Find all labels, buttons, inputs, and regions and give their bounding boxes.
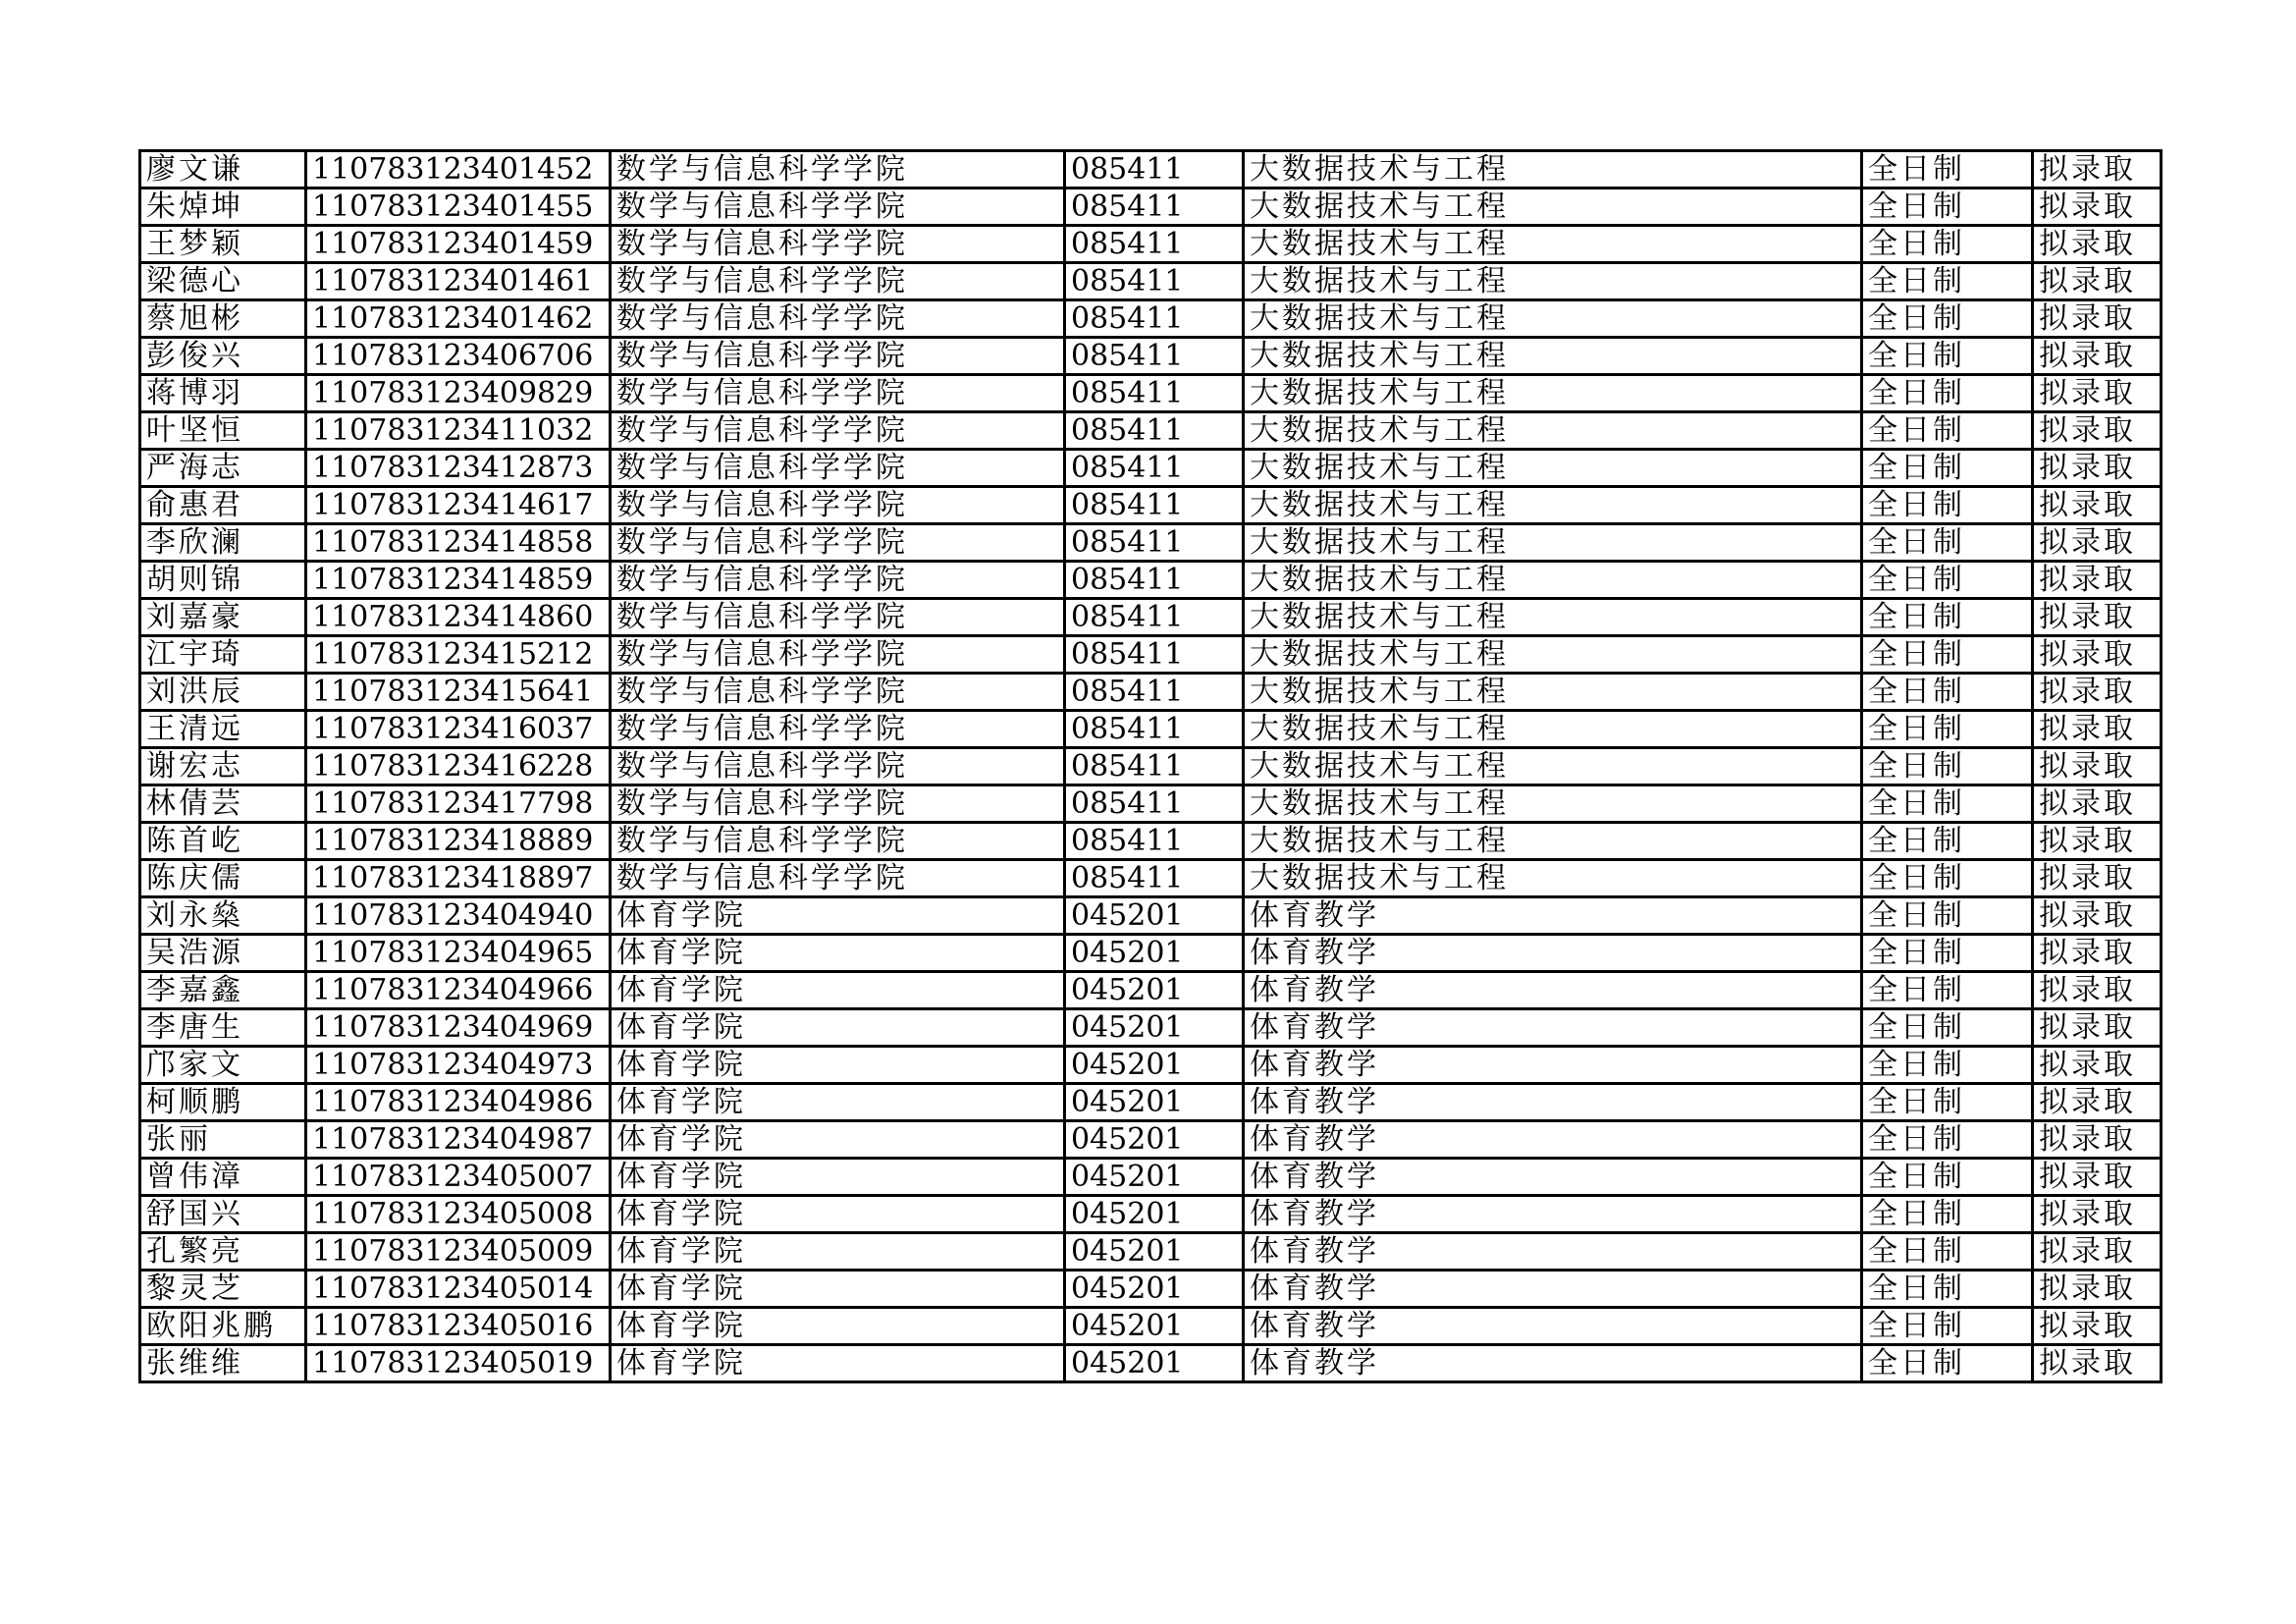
major-name-cell: 大数据技术与工程 xyxy=(1244,189,1862,226)
admission-status-cell: 拟录取 xyxy=(2033,1271,2162,1308)
college-cell: 体育学院 xyxy=(611,1009,1065,1047)
study-mode-cell: 全日制 xyxy=(1862,674,2033,711)
study-mode-cell: 全日制 xyxy=(1862,636,2033,674)
college-cell: 数学与信息科学学院 xyxy=(611,151,1065,189)
student-name-cell: 梁德心 xyxy=(140,263,306,300)
major-code-cell: 045201 xyxy=(1065,1233,1244,1271)
study-mode-cell: 全日制 xyxy=(1862,897,2033,935)
student-name-cell: 曾伟漳 xyxy=(140,1159,306,1196)
admission-status-cell: 拟录取 xyxy=(2033,935,2162,972)
student-name-cell: 朱焯坤 xyxy=(140,189,306,226)
admission-status-cell: 拟录取 xyxy=(2033,338,2162,375)
study-mode-cell: 全日制 xyxy=(1862,189,2033,226)
college-cell: 数学与信息科学学院 xyxy=(611,562,1065,599)
major-name-cell: 体育教学 xyxy=(1244,897,1862,935)
candidate-number-cell: 110783123415212 xyxy=(306,636,611,674)
major-name-cell: 体育教学 xyxy=(1244,972,1862,1009)
table-row xyxy=(140,524,2162,562)
table-row xyxy=(140,450,2162,487)
major-code-cell: 085411 xyxy=(1065,636,1244,674)
major-code-cell: 085411 xyxy=(1065,860,1244,897)
candidate-number-cell: 110783123406706 xyxy=(306,338,611,375)
student-name-cell: 俞惠君 xyxy=(140,487,306,524)
major-name-cell: 大数据技术与工程 xyxy=(1244,748,1862,785)
candidate-number-cell: 110783123404965 xyxy=(306,935,611,972)
major-code-cell: 085411 xyxy=(1065,375,1244,412)
study-mode-cell: 全日制 xyxy=(1862,562,2033,599)
admission-status-cell: 拟录取 xyxy=(2033,226,2162,263)
study-mode-cell: 全日制 xyxy=(1862,599,2033,636)
college-cell: 数学与信息科学学院 xyxy=(611,263,1065,300)
student-name-cell: 黎灵芝 xyxy=(140,1271,306,1308)
admission-status-cell: 拟录取 xyxy=(2033,1233,2162,1271)
admission-status-cell: 拟录取 xyxy=(2033,897,2162,935)
college-cell: 体育学院 xyxy=(611,1047,1065,1084)
admission-status-cell: 拟录取 xyxy=(2033,300,2162,338)
table-row xyxy=(140,300,2162,338)
admission-status-cell: 拟录取 xyxy=(2033,562,2162,599)
table-row xyxy=(140,1047,2162,1084)
student-name-cell: 江宇琦 xyxy=(140,636,306,674)
study-mode-cell: 全日制 xyxy=(1862,860,2033,897)
student-name-cell: 胡则锦 xyxy=(140,562,306,599)
college-cell: 数学与信息科学学院 xyxy=(611,636,1065,674)
table-row xyxy=(140,785,2162,823)
table-row xyxy=(140,1345,2162,1382)
admission-status-cell: 拟录取 xyxy=(2033,1009,2162,1047)
admission-status-cell: 拟录取 xyxy=(2033,860,2162,897)
study-mode-cell: 全日制 xyxy=(1862,785,2033,823)
table-row xyxy=(140,636,2162,674)
student-name-cell: 柯顺鹏 xyxy=(140,1084,306,1121)
major-code-cell: 045201 xyxy=(1065,1047,1244,1084)
major-code-cell: 045201 xyxy=(1065,935,1244,972)
major-name-cell: 大数据技术与工程 xyxy=(1244,450,1862,487)
student-name-cell: 陈庆儒 xyxy=(140,860,306,897)
candidate-number-cell: 110783123401455 xyxy=(306,189,611,226)
major-name-cell: 体育教学 xyxy=(1244,1084,1862,1121)
college-cell: 体育学院 xyxy=(611,1196,1065,1233)
study-mode-cell: 全日制 xyxy=(1862,748,2033,785)
table-row xyxy=(140,711,2162,748)
college-cell: 数学与信息科学学院 xyxy=(611,748,1065,785)
major-code-cell: 085411 xyxy=(1065,823,1244,860)
candidate-number-cell: 110783123405014 xyxy=(306,1271,611,1308)
admission-status-cell: 拟录取 xyxy=(2033,189,2162,226)
table-row xyxy=(140,599,2162,636)
table-row xyxy=(140,1233,2162,1271)
student-name-cell: 李唐生 xyxy=(140,1009,306,1047)
table-row xyxy=(140,1009,2162,1047)
study-mode-cell: 全日制 xyxy=(1862,1159,2033,1196)
major-name-cell: 大数据技术与工程 xyxy=(1244,338,1862,375)
admission-status-cell: 拟录取 xyxy=(2033,1196,2162,1233)
major-code-cell: 085411 xyxy=(1065,226,1244,263)
student-name-cell: 邝家文 xyxy=(140,1047,306,1084)
student-name-cell: 舒国兴 xyxy=(140,1196,306,1233)
candidate-number-cell: 110783123405016 xyxy=(306,1308,611,1345)
student-name-cell: 彭俊兴 xyxy=(140,338,306,375)
admission-status-cell: 拟录取 xyxy=(2033,1047,2162,1084)
major-name-cell: 大数据技术与工程 xyxy=(1244,300,1862,338)
student-name-cell: 蒋博羽 xyxy=(140,375,306,412)
study-mode-cell: 全日制 xyxy=(1862,1196,2033,1233)
major-code-cell: 085411 xyxy=(1065,599,1244,636)
major-name-cell: 大数据技术与工程 xyxy=(1244,562,1862,599)
major-name-cell: 大数据技术与工程 xyxy=(1244,636,1862,674)
major-code-cell: 085411 xyxy=(1065,412,1244,450)
study-mode-cell: 全日制 xyxy=(1862,1084,2033,1121)
major-name-cell: 大数据技术与工程 xyxy=(1244,711,1862,748)
candidate-number-cell: 110783123414859 xyxy=(306,562,611,599)
major-code-cell: 045201 xyxy=(1065,1271,1244,1308)
study-mode-cell: 全日制 xyxy=(1862,450,2033,487)
student-name-cell: 叶坚恒 xyxy=(140,412,306,450)
college-cell: 体育学院 xyxy=(611,1308,1065,1345)
table-row xyxy=(140,1271,2162,1308)
study-mode-cell: 全日制 xyxy=(1862,226,2033,263)
study-mode-cell: 全日制 xyxy=(1862,1233,2033,1271)
major-name-cell: 大数据技术与工程 xyxy=(1244,226,1862,263)
college-cell: 数学与信息科学学院 xyxy=(611,487,1065,524)
candidate-number-cell: 110783123404966 xyxy=(306,972,611,1009)
college-cell: 体育学院 xyxy=(611,1271,1065,1308)
student-name-cell: 林倩芸 xyxy=(140,785,306,823)
major-name-cell: 大数据技术与工程 xyxy=(1244,674,1862,711)
major-code-cell: 045201 xyxy=(1065,1121,1244,1159)
admission-status-cell: 拟录取 xyxy=(2033,636,2162,674)
table-row xyxy=(140,860,2162,897)
student-name-cell: 李欣澜 xyxy=(140,524,306,562)
table-row xyxy=(140,897,2162,935)
major-name-cell: 大数据技术与工程 xyxy=(1244,487,1862,524)
candidate-number-cell: 110783123414860 xyxy=(306,599,611,636)
major-name-cell: 大数据技术与工程 xyxy=(1244,599,1862,636)
major-name-cell: 大数据技术与工程 xyxy=(1244,263,1862,300)
college-cell: 数学与信息科学学院 xyxy=(611,785,1065,823)
study-mode-cell: 全日制 xyxy=(1862,1271,2033,1308)
candidate-number-cell: 110783123405019 xyxy=(306,1345,611,1382)
admission-status-cell: 拟录取 xyxy=(2033,1345,2162,1382)
student-name-cell: 王梦颖 xyxy=(140,226,306,263)
table-row xyxy=(140,562,2162,599)
major-name-cell: 体育教学 xyxy=(1244,1271,1862,1308)
major-name-cell: 大数据技术与工程 xyxy=(1244,860,1862,897)
major-name-cell: 大数据技术与工程 xyxy=(1244,412,1862,450)
college-cell: 体育学院 xyxy=(611,935,1065,972)
study-mode-cell: 全日制 xyxy=(1862,524,2033,562)
candidate-number-cell: 110783123401459 xyxy=(306,226,611,263)
study-mode-cell: 全日制 xyxy=(1862,1121,2033,1159)
major-name-cell: 体育教学 xyxy=(1244,1233,1862,1271)
college-cell: 体育学院 xyxy=(611,1121,1065,1159)
admission-status-cell: 拟录取 xyxy=(2033,972,2162,1009)
table-row xyxy=(140,487,2162,524)
college-cell: 数学与信息科学学院 xyxy=(611,860,1065,897)
candidate-number-cell: 110783123404940 xyxy=(306,897,611,935)
admission-status-cell: 拟录取 xyxy=(2033,748,2162,785)
candidate-number-cell: 110783123404986 xyxy=(306,1084,611,1121)
candidate-number-cell: 110783123416228 xyxy=(306,748,611,785)
admission-status-cell: 拟录取 xyxy=(2033,823,2162,860)
admission-status-cell: 拟录取 xyxy=(2033,674,2162,711)
major-code-cell: 085411 xyxy=(1065,151,1244,189)
study-mode-cell: 全日制 xyxy=(1862,1345,2033,1382)
student-name-cell: 谢宏志 xyxy=(140,748,306,785)
major-code-cell: 085411 xyxy=(1065,300,1244,338)
major-name-cell: 体育教学 xyxy=(1244,1345,1862,1382)
candidate-number-cell: 110783123418889 xyxy=(306,823,611,860)
major-code-cell: 085411 xyxy=(1065,785,1244,823)
admission-list-table xyxy=(138,149,2163,1383)
study-mode-cell: 全日制 xyxy=(1862,823,2033,860)
admission-status-cell: 拟录取 xyxy=(2033,375,2162,412)
major-name-cell: 大数据技术与工程 xyxy=(1244,823,1862,860)
major-code-cell: 085411 xyxy=(1065,524,1244,562)
candidate-number-cell: 110783123409829 xyxy=(306,375,611,412)
table-body xyxy=(140,151,2162,1382)
major-code-cell: 085411 xyxy=(1065,562,1244,599)
major-code-cell: 085411 xyxy=(1065,487,1244,524)
candidate-number-cell: 110783123415641 xyxy=(306,674,611,711)
admission-status-cell: 拟录取 xyxy=(2033,1121,2162,1159)
major-name-cell: 体育教学 xyxy=(1244,1047,1862,1084)
major-code-cell: 085411 xyxy=(1065,674,1244,711)
study-mode-cell: 全日制 xyxy=(1862,972,2033,1009)
college-cell: 数学与信息科学学院 xyxy=(611,226,1065,263)
student-name-cell: 严海志 xyxy=(140,450,306,487)
major-code-cell: 085411 xyxy=(1065,450,1244,487)
college-cell: 体育学院 xyxy=(611,897,1065,935)
admission-status-cell: 拟录取 xyxy=(2033,524,2162,562)
college-cell: 体育学院 xyxy=(611,1159,1065,1196)
admission-status-cell: 拟录取 xyxy=(2033,487,2162,524)
study-mode-cell: 全日制 xyxy=(1862,487,2033,524)
major-name-cell: 体育教学 xyxy=(1244,1159,1862,1196)
major-code-cell: 045201 xyxy=(1065,1345,1244,1382)
college-cell: 数学与信息科学学院 xyxy=(611,338,1065,375)
student-name-cell: 廖文谦 xyxy=(140,151,306,189)
major-name-cell: 大数据技术与工程 xyxy=(1244,785,1862,823)
admission-status-cell: 拟录取 xyxy=(2033,1084,2162,1121)
college-cell: 数学与信息科学学院 xyxy=(611,823,1065,860)
college-cell: 体育学院 xyxy=(611,1233,1065,1271)
college-cell: 数学与信息科学学院 xyxy=(611,674,1065,711)
study-mode-cell: 全日制 xyxy=(1862,151,2033,189)
major-code-cell: 045201 xyxy=(1065,1009,1244,1047)
student-name-cell: 刘永燊 xyxy=(140,897,306,935)
study-mode-cell: 全日制 xyxy=(1862,1308,2033,1345)
major-code-cell: 045201 xyxy=(1065,897,1244,935)
college-cell: 数学与信息科学学院 xyxy=(611,450,1065,487)
admission-status-cell: 拟录取 xyxy=(2033,412,2162,450)
candidate-number-cell: 110783123401461 xyxy=(306,263,611,300)
candidate-number-cell: 110783123401462 xyxy=(306,300,611,338)
candidate-number-cell: 110783123416037 xyxy=(306,711,611,748)
study-mode-cell: 全日制 xyxy=(1862,412,2033,450)
table-row xyxy=(140,151,2162,189)
candidate-number-cell: 110783123417798 xyxy=(306,785,611,823)
admission-status-cell: 拟录取 xyxy=(2033,785,2162,823)
study-mode-cell: 全日制 xyxy=(1862,338,2033,375)
table-row xyxy=(140,226,2162,263)
candidate-number-cell: 110783123411032 xyxy=(306,412,611,450)
student-name-cell: 张丽 xyxy=(140,1121,306,1159)
major-name-cell: 体育教学 xyxy=(1244,1121,1862,1159)
study-mode-cell: 全日制 xyxy=(1862,375,2033,412)
college-cell: 数学与信息科学学院 xyxy=(611,412,1065,450)
major-code-cell: 045201 xyxy=(1065,972,1244,1009)
candidate-number-cell: 110783123418897 xyxy=(306,860,611,897)
major-name-cell: 大数据技术与工程 xyxy=(1244,524,1862,562)
table-row xyxy=(140,1196,2162,1233)
admission-status-cell: 拟录取 xyxy=(2033,599,2162,636)
candidate-number-cell: 110783123404987 xyxy=(306,1121,611,1159)
student-name-cell: 刘嘉豪 xyxy=(140,599,306,636)
student-name-cell: 欧阳兆鹏 xyxy=(140,1308,306,1345)
student-name-cell: 陈首屹 xyxy=(140,823,306,860)
major-name-cell: 体育教学 xyxy=(1244,1009,1862,1047)
student-name-cell: 张维维 xyxy=(140,1345,306,1382)
table-row xyxy=(140,1159,2162,1196)
college-cell: 数学与信息科学学院 xyxy=(611,711,1065,748)
table-row xyxy=(140,823,2162,860)
major-code-cell: 085411 xyxy=(1065,189,1244,226)
candidate-number-cell: 110783123404973 xyxy=(306,1047,611,1084)
table-row xyxy=(140,674,2162,711)
candidate-number-cell: 110783123404969 xyxy=(306,1009,611,1047)
study-mode-cell: 全日制 xyxy=(1862,935,2033,972)
admission-status-cell: 拟录取 xyxy=(2033,711,2162,748)
college-cell: 数学与信息科学学院 xyxy=(611,300,1065,338)
major-code-cell: 085411 xyxy=(1065,338,1244,375)
table-row xyxy=(140,375,2162,412)
college-cell: 数学与信息科学学院 xyxy=(611,375,1065,412)
major-code-cell: 045201 xyxy=(1065,1308,1244,1345)
study-mode-cell: 全日制 xyxy=(1862,1009,2033,1047)
student-name-cell: 孔繁亮 xyxy=(140,1233,306,1271)
admission-status-cell: 拟录取 xyxy=(2033,1308,2162,1345)
study-mode-cell: 全日制 xyxy=(1862,711,2033,748)
major-code-cell: 085411 xyxy=(1065,263,1244,300)
student-name-cell: 刘洪辰 xyxy=(140,674,306,711)
candidate-number-cell: 110783123405008 xyxy=(306,1196,611,1233)
major-code-cell: 045201 xyxy=(1065,1084,1244,1121)
table-row xyxy=(140,263,2162,300)
table-row xyxy=(140,1308,2162,1345)
admission-status-cell: 拟录取 xyxy=(2033,1159,2162,1196)
candidate-number-cell: 110783123405007 xyxy=(306,1159,611,1196)
candidate-number-cell: 110783123414858 xyxy=(306,524,611,562)
student-name-cell: 李嘉鑫 xyxy=(140,972,306,1009)
major-code-cell: 085411 xyxy=(1065,711,1244,748)
major-code-cell: 045201 xyxy=(1065,1196,1244,1233)
college-cell: 体育学院 xyxy=(611,1345,1065,1382)
study-mode-cell: 全日制 xyxy=(1862,300,2033,338)
student-name-cell: 王清远 xyxy=(140,711,306,748)
table-row xyxy=(140,1084,2162,1121)
major-code-cell: 085411 xyxy=(1065,748,1244,785)
major-name-cell: 大数据技术与工程 xyxy=(1244,151,1862,189)
candidate-number-cell: 110783123412873 xyxy=(306,450,611,487)
admission-status-cell: 拟录取 xyxy=(2033,450,2162,487)
major-name-cell: 体育教学 xyxy=(1244,935,1862,972)
student-name-cell: 蔡旭彬 xyxy=(140,300,306,338)
college-cell: 体育学院 xyxy=(611,972,1065,1009)
table-row xyxy=(140,1121,2162,1159)
college-cell: 数学与信息科学学院 xyxy=(611,189,1065,226)
table-row xyxy=(140,972,2162,1009)
college-cell: 数学与信息科学学院 xyxy=(611,599,1065,636)
candidate-number-cell: 110783123414617 xyxy=(306,487,611,524)
candidate-number-cell: 110783123405009 xyxy=(306,1233,611,1271)
major-name-cell: 体育教学 xyxy=(1244,1196,1862,1233)
table-row xyxy=(140,935,2162,972)
major-code-cell: 045201 xyxy=(1065,1159,1244,1196)
table-row xyxy=(140,412,2162,450)
study-mode-cell: 全日制 xyxy=(1862,263,2033,300)
major-name-cell: 大数据技术与工程 xyxy=(1244,375,1862,412)
admission-status-cell: 拟录取 xyxy=(2033,151,2162,189)
student-name-cell: 吴浩源 xyxy=(140,935,306,972)
admission-status-cell: 拟录取 xyxy=(2033,263,2162,300)
college-cell: 体育学院 xyxy=(611,1084,1065,1121)
college-cell: 数学与信息科学学院 xyxy=(611,524,1065,562)
table-row xyxy=(140,338,2162,375)
table-row xyxy=(140,189,2162,226)
study-mode-cell: 全日制 xyxy=(1862,1047,2033,1084)
table-row xyxy=(140,748,2162,785)
major-name-cell: 体育教学 xyxy=(1244,1308,1862,1345)
candidate-number-cell: 110783123401452 xyxy=(306,151,611,189)
